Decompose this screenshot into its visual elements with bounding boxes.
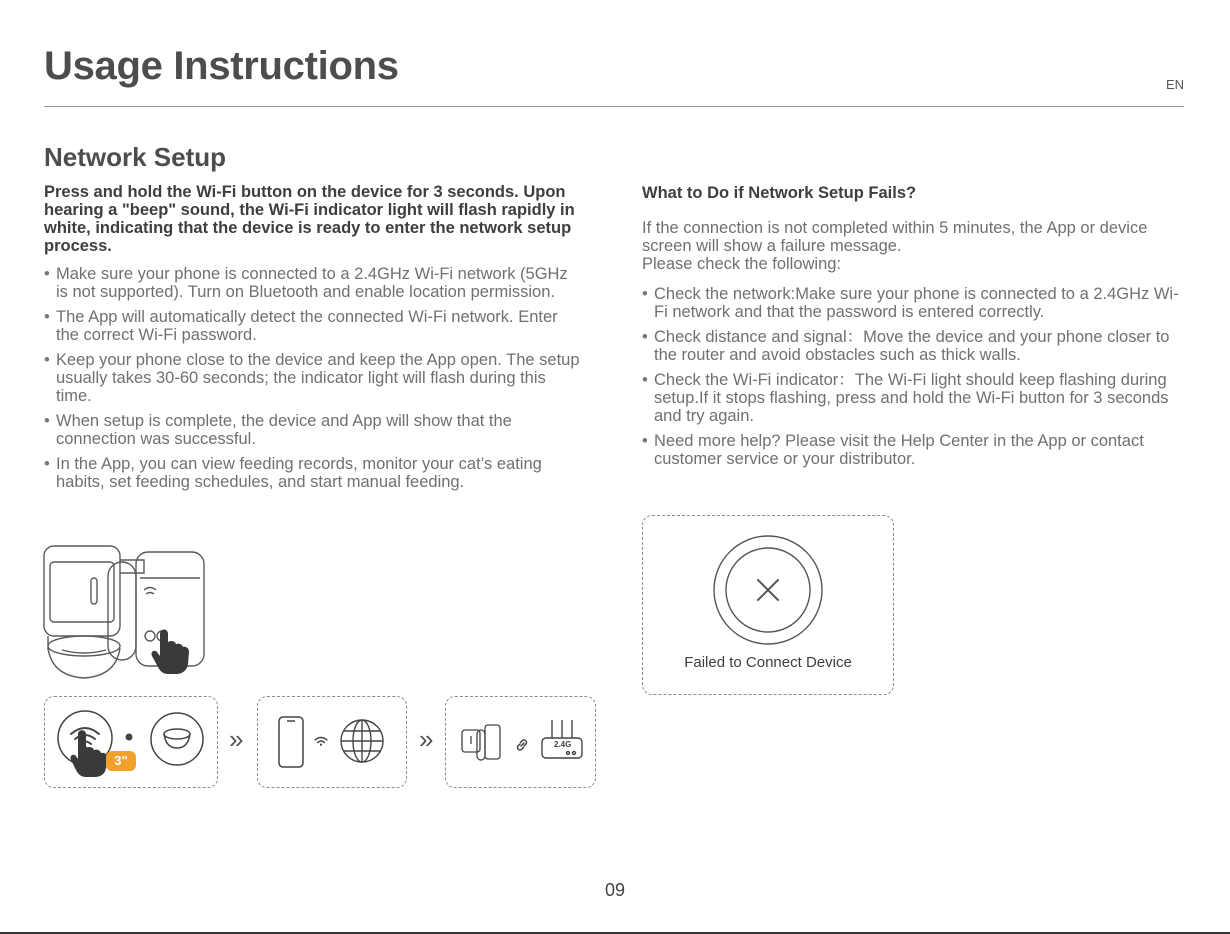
intro-line: If the connection is not completed within 5 minutes, the App or device screen will show a failure message. xyxy=(642,219,1148,255)
list-item: • Check the Wi-Fi indicator：The Wi-Fi light should keep flashing during setup.If it stops flashing, press and hold the Wi-Fi button for 3 seconds and try again. xyxy=(642,371,1187,425)
setup-bullets xyxy=(44,265,584,491)
page-title: Usage Instructions xyxy=(44,44,399,88)
list-item: • Make sure your phone is connected to a 2.4GHz Wi-Fi network (5GHz is not supported). Turn on Bluetooth and enable location permission. xyxy=(44,265,584,301)
intro-line: Please check the following: xyxy=(642,255,842,273)
router-label: 2.4G xyxy=(554,740,572,749)
troubleshoot-bullets xyxy=(642,285,1187,468)
pointing-hand-icon xyxy=(70,730,110,778)
hold-time-badge: 3" xyxy=(106,751,136,771)
page-number: 09 xyxy=(604,880,626,900)
fail-box xyxy=(642,515,894,695)
list-item: • When setup is complete, the device and App will show that the connection was successful. xyxy=(44,412,584,448)
indicator-dot-icon xyxy=(125,733,133,741)
wifi-icon xyxy=(314,736,328,746)
link-icon xyxy=(514,737,530,753)
section-title: Network Setup xyxy=(44,142,227,172)
list-item: • In the App, you can view feeding records, monitor your cat’s eating habits, set feeding schedules, and start manual feeding. xyxy=(44,455,584,491)
bowl-icon xyxy=(150,712,204,766)
language-label: EN xyxy=(1165,77,1184,92)
list-item: • Keep your phone close to the device and keep the App open. The setup usually takes 30-60 seconds; the indicator light will flash during this time. xyxy=(44,351,584,405)
feeder-mini-icon xyxy=(460,722,502,762)
list-item: • Check distance and signal：Move the device and your phone closer to the router and avoid obstacles such as thick walls. xyxy=(642,328,1187,364)
fail-caption: Failed to Connect Device xyxy=(684,654,852,671)
close-x-icon xyxy=(713,535,823,645)
list-item: • Need more help? Please visit the Help Center in the App or contact customer service or your distributor. xyxy=(642,432,1187,468)
globe-icon xyxy=(339,718,385,764)
troubleshoot-question: What to Do if Network Setup Fails? xyxy=(642,184,917,202)
list-item: • The App will automatically detect the connected Wi-Fi network. Enter the correct Wi-Fi password. xyxy=(44,308,584,344)
setup-column xyxy=(44,183,584,498)
step-arrow: » xyxy=(419,724,434,754)
troubleshoot-column xyxy=(642,183,1187,475)
troubleshoot-intro xyxy=(642,219,1187,273)
header-divider xyxy=(44,106,1184,107)
smartphone-icon xyxy=(278,716,304,768)
list-item: • Check the network:Make sure your phone is connected to a 2.4GHz Wi-Fi network and that the password is entered correctly. xyxy=(642,285,1187,321)
step-arrow: » xyxy=(229,724,244,754)
setup-lead: Press and hold the Wi-Fi button on the device for 3 seconds. Upon hearing a "beep" sound, the Wi-Fi indicator light will flash rapidly in white, indicating that the device is ready to enter the network setup process. xyxy=(44,183,575,255)
pet-feeder-illustration xyxy=(40,538,215,683)
